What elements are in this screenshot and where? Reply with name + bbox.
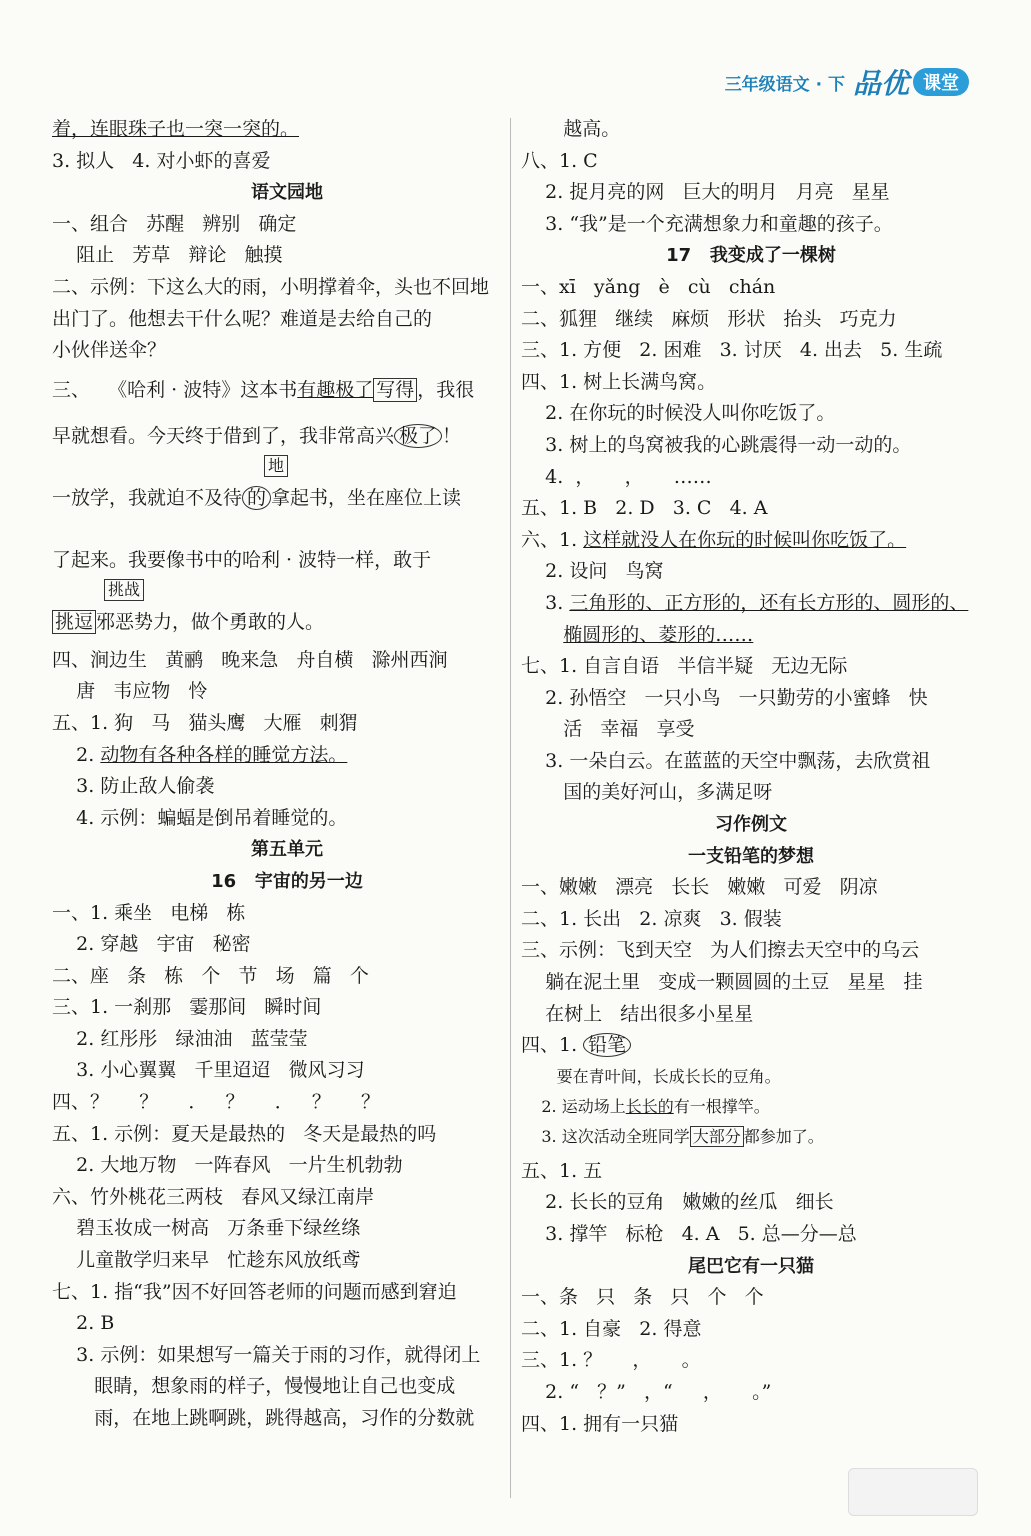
answer-line: 儿童散学归来早 忙趁东风放纸鸢: [52, 1249, 361, 1272]
lesson-heading: 16 宇宙的另一边: [211, 870, 363, 892]
answer-line: 六、竹外桃花三两枝 春风又绿江南岸: [52, 1185, 375, 1208]
answer-line: 3. 一朵白云。在蓝蓝的天空中飘荡，去欣赏祖: [521, 749, 931, 772]
answer-line: 三、1. 方便 2. 困难 3. 讨厌 4. 出去 5. 生疏: [521, 339, 943, 362]
answer-line: 着，连眼珠子也一突一突的。: [52, 118, 300, 140]
answer-line: 眼睛，想象雨的样子，慢慢地让自己也变成: [52, 1375, 456, 1398]
correction-stamp: 地: [264, 455, 288, 477]
correction-line: 挑战 挑逗 邪恶势力，做个勇敢的人。: [52, 599, 522, 645]
correction-box: 大部分: [690, 1126, 744, 1147]
handwritten-line: 要在青叶间，长成长长的豆角。: [521, 1066, 781, 1086]
answer-line: 小伙伴送伞？: [52, 339, 167, 362]
correction-stamp: 挑战: [104, 579, 144, 601]
answer-line: 四、？ ？ ． ？ ． ？ ？: [52, 1091, 381, 1114]
answer-line: 五、1. 示例：夏天是最热的 冬天是最热的吗: [52, 1122, 437, 1145]
answer-line: 唐 韦应物 怜: [52, 680, 208, 703]
answer-line: 2. 穿越 宇宙 秘密: [52, 933, 251, 956]
brand-badge: 课堂: [913, 68, 969, 96]
answer-line: 一、条 只 条 只 个 个: [521, 1286, 764, 1309]
answer-line: 七、1. 指“我”因不好回答老师的问题而感到窘迫: [52, 1280, 457, 1303]
answer-line: 八、1. C: [521, 149, 598, 172]
answer-line: 五、1. B 2. D 3. C 4. A: [521, 497, 768, 520]
answer-line: 二、1. 自豪 2. 得意: [521, 1317, 702, 1340]
answer-line: 2. 长长的豆角 嫩嫩的丝瓜 细长: [521, 1191, 834, 1214]
answer-line: 2. “ ？” ，“ ， 。”: [521, 1380, 772, 1403]
answer-line: 三、1. 一刹那 霎那间 瞬时间: [52, 996, 322, 1019]
left-column: [52, 114, 522, 1435]
answer-line: 2. 捉月亮的网 巨大的明月 月亮 星星: [521, 181, 890, 204]
answer-line: 三、示例：飞到天空 为人们擦去天空中的乌云: [521, 939, 920, 962]
correction-circle: 铅笔: [583, 1033, 631, 1057]
grade-label: 三年级语文 · 下: [724, 74, 845, 95]
answer-line: 五、1. 狗 马 猫头鹰 大雁 刺猬: [52, 711, 358, 734]
correction-line: 早就想看。今天终于借到了，我非常高兴 极了 ！: [52, 424, 462, 447]
answer-line: 3. 小心翼翼 千里迢迢 微风习习: [52, 1059, 365, 1082]
answer-line: 2. 红彤彤 绿油油 蓝莹莹: [52, 1027, 308, 1050]
answer-line: 4. ， ， ……: [521, 465, 712, 488]
answer-line: 二、1. 长出 2. 凉爽 3. 假装: [521, 907, 782, 930]
handwritten-line: 2. 运动场上长长的有一根撑竿。: [521, 1096, 770, 1116]
lesson-heading: 一支铅笔的梦想: [688, 845, 814, 867]
answer-line: 六、1. 这样就没人在你玩的时候叫你吃饭了。: [521, 528, 907, 551]
section-heading: 语文园地: [251, 182, 323, 204]
answer-line: 一、1. 乘坐 电梯 栋: [52, 901, 246, 924]
correction-circle: 的: [242, 486, 271, 510]
answer-line: 3. 撑竿 标枪 4. A 5. 总—分—总: [521, 1223, 857, 1245]
page-header: [725, 62, 969, 102]
answer-line: 2. 动物有各种各样的睡觉方法。: [52, 743, 348, 766]
watermark-logo: [848, 1468, 978, 1516]
right-column: [521, 114, 981, 1440]
answer-line: 椭圆形的、菱形的……: [563, 623, 754, 646]
answer-line: 五、1. 五: [521, 1159, 603, 1182]
answer-line: 四、1. 树上长满鸟窝。: [521, 370, 717, 393]
lesson-heading: 17 我变成了一棵树: [666, 245, 836, 267]
lesson-heading: 尾巴它有一只猫: [688, 1255, 814, 1277]
answer-line: 二、示例：下这么大的雨，小明撑着伞，头也不回地: [52, 275, 490, 298]
correction-box: 挑逗: [52, 610, 96, 634]
answer-line: 2. 大地万物 一阵春风 一片生机勃勃: [52, 1154, 403, 1177]
correction-line: 三、 《哈利 · 波特》这本书有趣极了 写得 ，我很: [52, 378, 475, 401]
answer-line: 二、狐狸 继续 麻烦 形状 抬头 巧克力: [521, 307, 897, 330]
answer-line: 3. 树上的鸟窝被我的心跳震得一动一动的。: [521, 433, 912, 456]
answer-line: 一、组合 苏醒 辨别 确定: [52, 212, 297, 235]
section-heading: 习作例文: [715, 814, 787, 836]
answer-line: 2. 设问 鸟窝: [521, 560, 664, 583]
answer-line: 2. 孙悟空 一只小鸟 一只勤劳的小蜜蜂 快: [521, 686, 928, 709]
answer-line: 躺在泥土里 变成一颗圆圆的土豆 星星 挂: [521, 971, 923, 994]
answer-line: 2. 在你玩的时候没人叫你吃饭了。: [521, 402, 836, 425]
answer-line: 四、1. 拥有一只猫: [521, 1412, 679, 1435]
answer-line: 国的美好河山，多满足呀: [521, 781, 773, 804]
answer-line: 3. 示例：如果想写一篇关于雨的习作，就得闭上: [52, 1343, 481, 1366]
answer-line: 一、嫩嫩 漂亮 长长 嫩嫩 可爱 阴凉: [521, 876, 878, 899]
answer-line: 越高。: [521, 118, 621, 140]
answer-line: 七、1. 自言自语 半信半疑 无边无际: [521, 655, 848, 678]
answer-line: 4. 示例：蝙蝠是倒吊着睡觉的。: [52, 806, 348, 829]
correction-box: 写得: [373, 378, 417, 402]
correction-line: 地 一放学，我就迫不及待 的 拿起书，坐在座位上读: [52, 455, 462, 509]
answer-line: 在树上 结出很多小星星: [521, 1002, 754, 1025]
answer-line: 一、xī yǎng è cù chán: [521, 275, 776, 298]
correction-circle: 极了: [394, 424, 442, 448]
brand-logo: 品优: [852, 67, 909, 100]
answer-line: 出门了。他想去干什么呢？难道是去给自己的: [52, 307, 433, 330]
answer-line: 三、1. ？ ， 。: [521, 1349, 701, 1372]
answer-line: 阻止 芳草 辩论 触摸: [52, 244, 283, 267]
answer-line: 雨，在地上跳啊跳，跳得越高，习作的分数就: [52, 1407, 475, 1429]
handwritten-line: 3. 这次活动全班同学 大部分 都参加了。: [521, 1126, 824, 1146]
answer-line: 3. “我”是一个充满想象力和童趣的孩子。: [521, 212, 893, 235]
answer-line: 3. 拟人 4. 对小虾的喜爱: [52, 149, 271, 172]
answer-line: 四、涧边生 黄鹂 晚来急 舟自横 滁州西涧: [52, 648, 448, 671]
answer-line: 2. B: [52, 1312, 115, 1335]
correction-line: 了起来。我要像书中的哈利 · 波特一样，敢于: [52, 548, 432, 571]
answer-line: 3. 三角形的、正方形的，还有长方形的、圆形的、: [521, 591, 969, 614]
answer-line: 活 幸福 享受: [521, 718, 695, 741]
answer-line: 碧玉妆成一树高 万条垂下绿丝绦: [52, 1217, 361, 1240]
answer-line: 二、座 条 栋 个 节 场 篇 个: [52, 964, 369, 987]
unit-heading: 第五单元: [251, 839, 323, 861]
answer-line: 四、1. 铅笔: [521, 1030, 981, 1062]
answer-line: 3. 防止敌人偷袭: [52, 775, 215, 798]
